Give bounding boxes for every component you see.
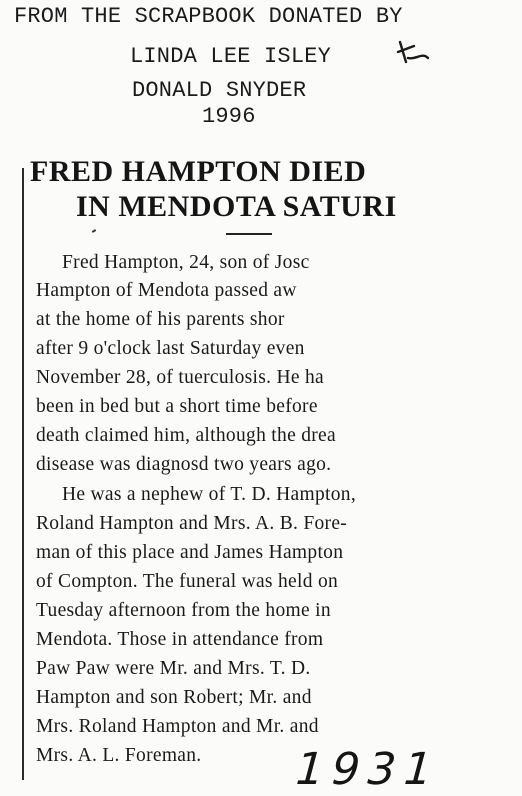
body-line: of Compton. The funeral was held on: [36, 571, 339, 592]
body-line: man of this place and James Hampton: [36, 542, 344, 563]
handwritten-year-note: 1931: [294, 744, 442, 795]
body-line: Mrs. A. L. Foreman.: [36, 745, 202, 766]
header-line-1: FROM THE SCRAPBOOK DONATED BY: [14, 4, 403, 29]
body-line: at the home of his parents shor: [36, 309, 285, 330]
body-line: Hampton and son Robert; Mr. and: [36, 687, 312, 708]
body-line: disease was diagnosd two years ago.: [36, 454, 332, 475]
body-line: after 9 o'clock last Saturday even: [36, 338, 305, 359]
body-line: He was a nephew of T. D. Hampton,: [62, 484, 357, 505]
body-line: been in bed but a short time before: [36, 396, 318, 417]
body-line: November 28, of tuerculosis. He ha: [36, 367, 324, 388]
headline-divider: [226, 233, 272, 235]
body-line: Roland Hampton and Mrs. A. B. Fore-: [36, 513, 348, 534]
body-line: Paw Paw were Mr. and Mrs. T. D.: [36, 658, 311, 679]
print-speck: [92, 229, 96, 233]
body-line: Fred Hampton, 24, son of Josc: [62, 252, 310, 273]
body-line: Mendota. Those in attendance from: [36, 629, 324, 650]
headline-line-1: FRED HAMPTON DIED: [30, 155, 367, 188]
header-line-3: DONALD SNYDER: [132, 78, 307, 103]
body-line: Mrs. Roland Hampton and Mr. and: [36, 716, 319, 737]
header-line-2: LINDA LEE ISLEY: [130, 44, 332, 69]
body-line: death claimed him, although the drea: [36, 425, 336, 446]
header-year: 1996: [202, 104, 256, 129]
body-line: Tuesday afternoon from the home in: [36, 600, 331, 621]
clipping-left-rule: [22, 168, 24, 780]
headline-line-2: IN MENDOTA SATURI: [76, 190, 397, 223]
handwritten-ampersand-mark: [394, 36, 434, 66]
body-line: Hampton of Mendota passed aw: [36, 280, 297, 301]
